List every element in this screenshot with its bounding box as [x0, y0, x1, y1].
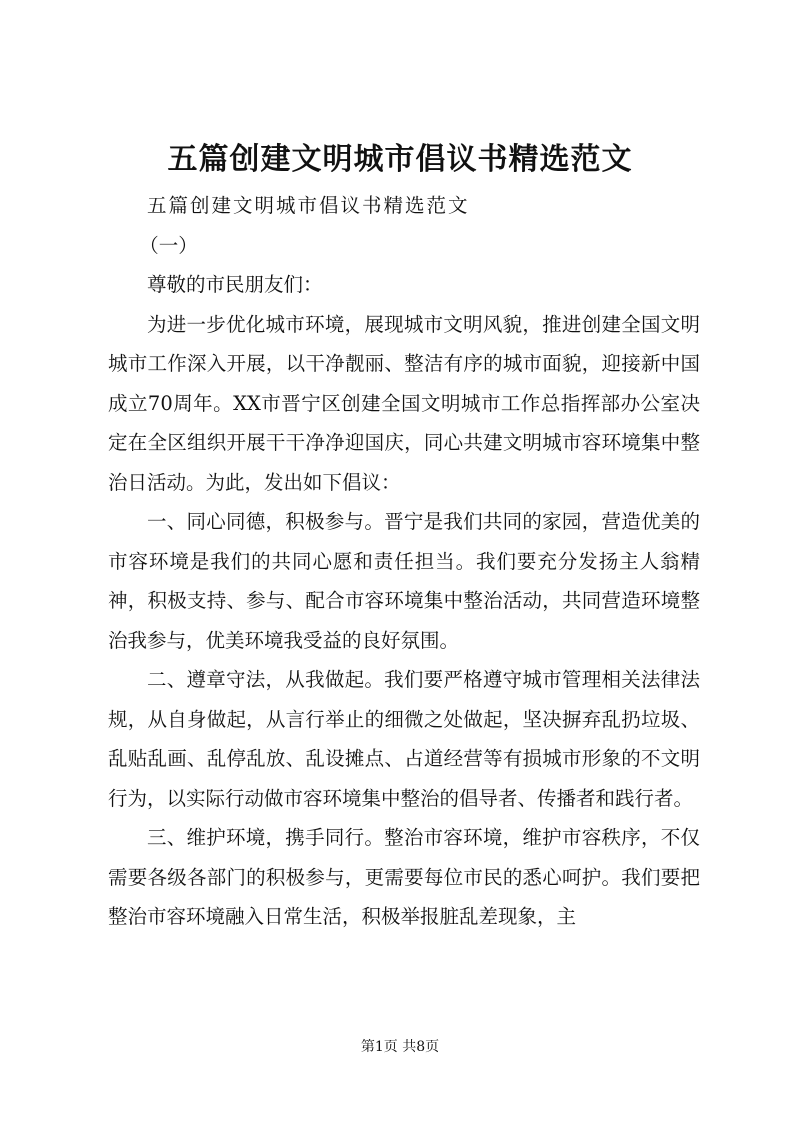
document-subtitle: 五篇创建文明城市倡议书精选范文	[147, 194, 470, 217]
section-number: （一）	[139, 233, 198, 257]
paragraph-intro: 为进一步优化城市环境，展现城市文明风貌，推进创建全国文明城市工作深入开展，以干净靓丽、整洁有序的城市面貌，迎接新中国成立70周年。XX市晋宁区创建全国文明城市工作总指挥部办公室决定在全区组织开展干干净净迎国庆，同心共建文明城市容环境集中整治日活动。为此，发出如下倡议：	[108, 312, 700, 494]
paragraph-point-1: 一、同心同德，积极参与。晋宁是我们共同的家园，营造优美的市容环境是我们的共同心愿和责任担当。我们要充分发扬主人翁精神，积极支持、参与、配合市容环境集中整治活动，共同营造环境整治我参与，优美环境我受益的良好氛围。	[108, 510, 700, 652]
document-title: 五篇创建文明城市倡议书精选范文	[167, 142, 633, 177]
salutation: 尊敬的市民朋友们：	[147, 273, 323, 296]
paragraph-point-2: 二、遵章守法，从我做起。我们要严格遵守城市管理相关法律法规，从自身做起，从言行举止的细微之处做起，坚决摒弃乱扔垃圾、乱贴乱画、乱停乱放、乱设摊点、占道经营等有损城市形象的不文明行为，以实际行动做市容环境集中整治的倡导者、传播者和践行者。	[108, 668, 700, 810]
paragraph-point-3: 三、维护环境，携手同行。整治市容环境，维护市容秩序，不仅需要各级各部门的积极参与，更需要每位市民的悉心呵护。我们要把整治市容环境融入日常生活，积极举报脏乱差现象，主	[108, 826, 700, 928]
page-footer: 第1页 共8页	[360, 1039, 440, 1055]
document-body	[108, 186, 700, 937]
